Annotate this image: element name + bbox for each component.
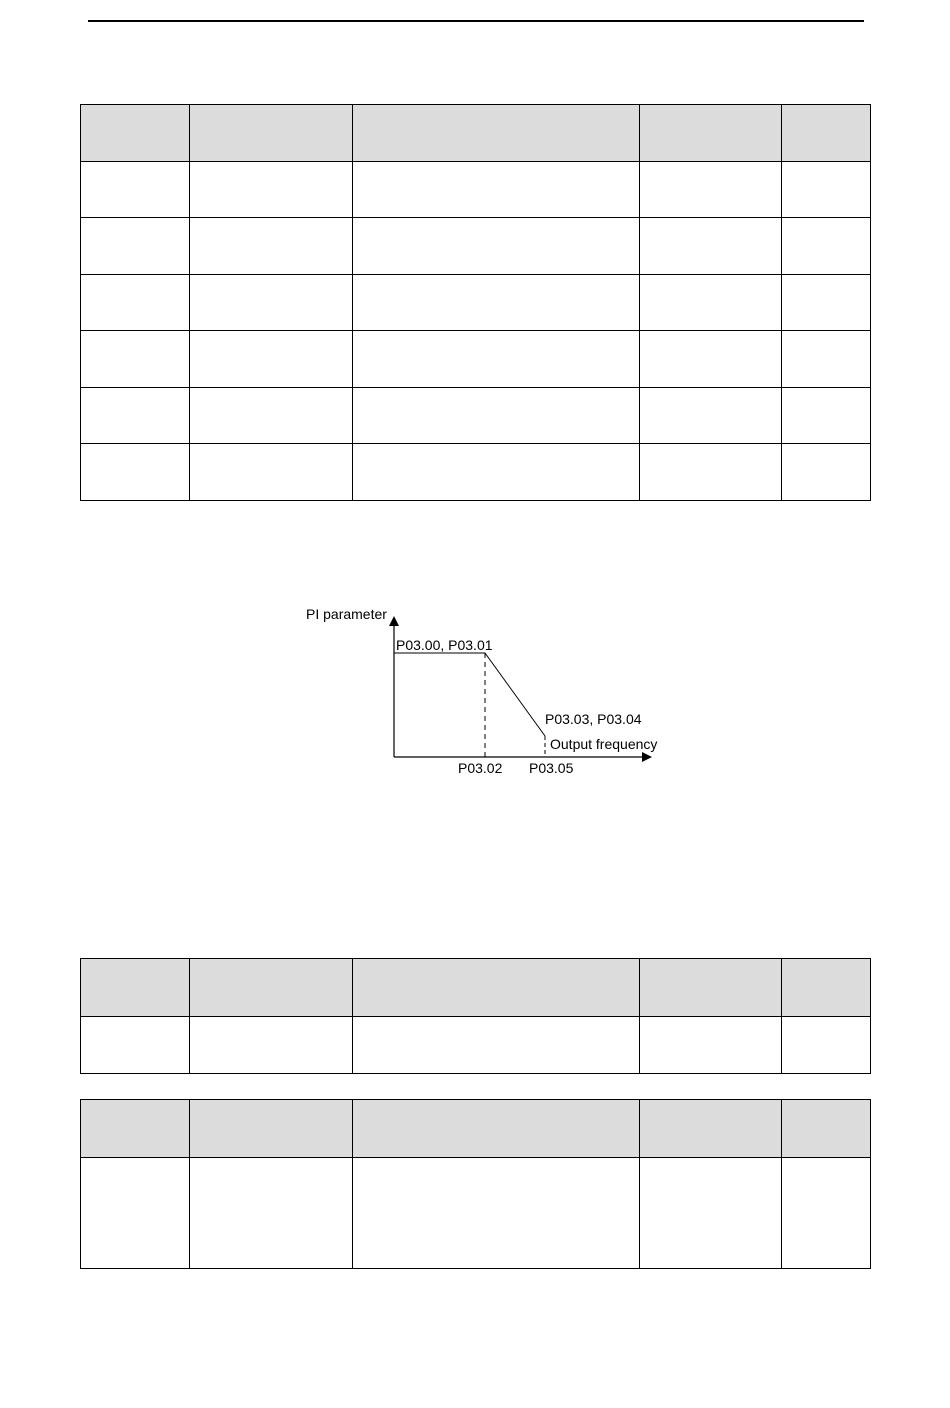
table-row (81, 1017, 871, 1074)
upper-params-label: P03.00, P03.01 (396, 637, 493, 653)
table-row (81, 331, 871, 388)
header-cell (353, 1100, 639, 1158)
table-row (81, 162, 871, 218)
header-cell (190, 1100, 353, 1158)
pi-curve (394, 653, 545, 736)
table-row (81, 388, 871, 444)
y-axis-label: PI parameter (306, 606, 387, 622)
table-row (81, 1158, 871, 1269)
table-header-row (81, 959, 871, 1017)
header-cell (781, 959, 870, 1017)
table-row (81, 218, 871, 275)
table-row (81, 444, 871, 501)
header-cell (81, 959, 190, 1017)
header-cell (353, 959, 639, 1017)
x-axis-label: Output frequency (550, 736, 658, 752)
table-header-row (81, 1100, 871, 1158)
parameter-table-3 (80, 1099, 871, 1269)
parameter-table-2 (80, 958, 871, 1074)
header-cell (639, 1100, 781, 1158)
pi-parameter-diagram (300, 600, 700, 790)
header-cell (190, 959, 353, 1017)
header-cell (353, 105, 639, 162)
header-cell (190, 105, 353, 162)
table-row (81, 275, 871, 331)
table-header-row (81, 105, 871, 162)
x-tick-p03-05: P03.05 (529, 760, 574, 776)
header-cell (639, 959, 781, 1017)
top-rule (88, 20, 864, 22)
header-cell (81, 1100, 190, 1158)
x-tick-p03-02: P03.02 (458, 760, 503, 776)
header-cell (781, 1100, 870, 1158)
header-cell (81, 105, 190, 162)
parameter-table-1 (80, 104, 871, 501)
header-cell (781, 105, 870, 162)
header-cell (639, 105, 781, 162)
lower-params-label: P03.03, P03.04 (545, 711, 642, 727)
pi-parameter-figure (300, 600, 700, 790)
